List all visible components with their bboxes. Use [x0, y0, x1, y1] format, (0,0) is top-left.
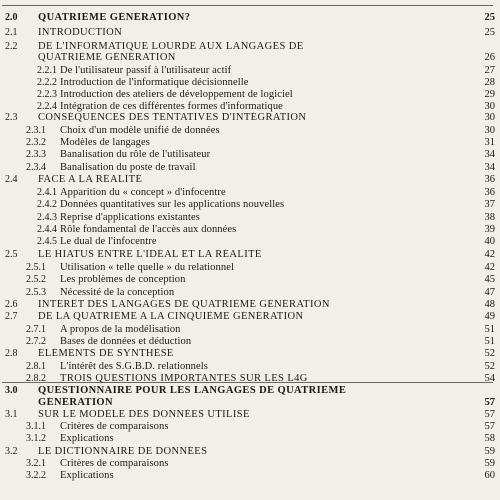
toc-entry-title: QUATRIÈME GÉNÉRATION	[38, 52, 176, 63]
toc-entry	[0, 149, 500, 161]
toc-entry	[0, 89, 500, 101]
toc-entry-page: 59	[484, 446, 495, 457]
toc-entry-page: 59	[484, 458, 495, 469]
toc-entry-number: 3.1.2	[26, 433, 46, 444]
toc-entry-number: 2.2.2	[37, 77, 57, 88]
toc-entry-number: 2.4.5	[37, 236, 57, 247]
toc-entry-page: 54	[484, 373, 495, 384]
toc-entry-page: 40	[484, 236, 495, 247]
toc-entry-page: 30	[484, 101, 495, 112]
toc-entry	[0, 212, 500, 224]
toc-entry	[0, 324, 500, 336]
toc-entry-title: Banalisation du poste de travail	[60, 162, 196, 173]
toc-entry	[0, 187, 500, 199]
toc-entry-page: 39	[484, 224, 495, 235]
toc-entry	[0, 470, 500, 482]
toc-entry-number: 2.7.2	[26, 336, 46, 347]
toc-entry-title: Introduction des ateliers de développement de logiciel	[60, 89, 293, 100]
toc-entry-title: DE LA QUATRIÈME A LA CINQUIÈME GÉNÉRATION	[38, 311, 304, 322]
toc-entry	[0, 336, 500, 348]
toc-entry-page: 26	[484, 52, 495, 63]
toc-entry-number: 2.2	[5, 41, 18, 52]
toc-entry-page: 45	[484, 274, 495, 285]
toc-entry-title: Apparition du « concept » d'infocentre	[60, 187, 226, 198]
toc-entry	[0, 12, 500, 24]
toc-entry-number: 2.7	[5, 311, 18, 322]
toc-entry-number: 2.4.3	[37, 212, 57, 223]
toc-entry-page: 48	[484, 299, 495, 310]
toc-entry	[0, 162, 500, 174]
toc-entry	[0, 287, 500, 299]
toc-entry-number: 2.3	[5, 112, 18, 123]
toc-entry-number: 2.1	[5, 27, 18, 38]
toc-entry-number: 2.5.1	[26, 262, 46, 273]
toc-entry	[0, 137, 500, 149]
toc-entry-title: Critères de comparaisons	[60, 458, 169, 469]
toc-entry-title: LE HIATUS ENTRE L'IDÉAL ET LA RÉALITÉ	[38, 249, 262, 260]
toc-entry-page: 42	[484, 249, 495, 260]
toc-entry-number: 2.0	[5, 12, 18, 23]
toc-entry	[0, 249, 500, 261]
toc-entry-page: 25	[484, 27, 495, 38]
toc-entry-title: Nécessité de la conception	[60, 287, 175, 298]
toc-entry-title: Intégration de ces différentes formes d'informatique	[60, 101, 283, 112]
toc-entry-page: 51	[484, 336, 495, 347]
toc-entry-number: 3.0	[5, 385, 18, 396]
toc-entry-page: 57	[484, 397, 495, 408]
toc-entry	[0, 397, 500, 409]
toc-entry-page: 38	[484, 212, 495, 223]
toc-entry	[0, 52, 500, 64]
toc-entry-title: Le dual de l'infocentre	[60, 236, 157, 247]
toc-entry-title: QUATRIÈME GÉNÉRATION?	[38, 12, 191, 23]
toc-entry-number: 2.4.2	[37, 199, 57, 210]
toc-entry-number: 3.1.1	[26, 421, 46, 432]
toc-entry	[0, 77, 500, 89]
toc-entry	[0, 27, 500, 39]
toc-entry	[0, 174, 500, 186]
toc-entry-page: 31	[484, 137, 495, 148]
toc-entry	[0, 262, 500, 274]
toc-entry-page: 29	[484, 89, 495, 100]
toc-entry-number: 2.8.2	[26, 373, 46, 384]
toc-entry-title: INTÉRÊT DES LANGAGES DE QUATRIÈME GÉNÉRATION	[38, 299, 330, 310]
toc-entry-page: 47	[484, 287, 495, 298]
toc-entry-page: 52	[484, 348, 495, 359]
toc-entry-title: INTRODUCTION	[38, 27, 123, 38]
toc-entry-page: 52	[484, 361, 495, 372]
toc-entry-page: 51	[484, 324, 495, 335]
toc-entry-number: 3.2.1	[26, 458, 46, 469]
toc-entry	[0, 373, 500, 385]
toc-entry	[0, 458, 500, 470]
toc-entry-title: A propos de la modélisation	[60, 324, 181, 335]
toc-entry-title: L'intérêt des S.G.B.D. relationnels	[60, 361, 208, 372]
toc-entry-title: SUR LE MODÈLE DES DONNÉES UTILISÉ	[38, 409, 250, 420]
toc-entry-title: QUESTIONNAIRE POUR LES LANGAGES DE QUATRIÈME	[38, 385, 347, 396]
toc-entry-title: FACE A LA RÉALITÉ	[38, 174, 143, 185]
toc-entry-page: 28	[484, 77, 495, 88]
rule-top	[2, 5, 493, 6]
toc-entry-title: Banalisation du rôle de l'utilisateur	[60, 149, 211, 160]
toc-entry-title: Rôle fondamental de l'accès aux données	[60, 224, 237, 235]
toc-entry-title: CONSÉQUENCES DES TENTATIVES D'INTÉGRATION	[38, 112, 307, 123]
toc-entry-number: 2.5.2	[26, 274, 46, 285]
toc-entry	[0, 299, 500, 311]
toc-entry-title: Explications	[60, 433, 114, 444]
toc-entry-title: De l'utilisateur passif à l'utilisateur actif	[60, 65, 232, 76]
toc-entry-title: GÉNÉRATION	[38, 397, 113, 408]
toc-entry	[0, 199, 500, 211]
toc-entry-title: LE DICTIONNAIRE DE DONNÉES	[38, 446, 208, 457]
toc-entry-number: 3.2	[5, 446, 18, 457]
toc-entry	[0, 224, 500, 236]
toc-entry-title: ÉLÉMENTS DE SYNTHÈSE	[38, 348, 174, 359]
toc-entry-number: 2.6	[5, 299, 18, 310]
toc-entry	[0, 361, 500, 373]
toc-entry	[0, 433, 500, 445]
toc-entry-number: 2.2.3	[37, 89, 57, 100]
toc-entry-number: 2.5.3	[26, 287, 46, 298]
toc-entry-title: Utilisation « telle quelle » du relationnel	[60, 262, 235, 273]
toc-entry	[0, 421, 500, 433]
toc-entry-page: 25	[484, 12, 495, 23]
toc-entry-number: 2.8.1	[26, 361, 46, 372]
toc-entry-number: 3.2.2	[26, 470, 46, 481]
toc-entry-page: 57	[484, 421, 495, 432]
toc-entry-page: 57	[484, 409, 495, 420]
toc-entry-page: 30	[484, 112, 495, 123]
toc-entry-title: Données quantitatives sur les applications nouvelles	[60, 199, 285, 210]
toc-entry	[0, 125, 500, 137]
toc-entry-title: Critères de comparaisons	[60, 421, 169, 432]
toc-entry	[0, 446, 500, 458]
toc-entry-page: 30	[484, 125, 495, 136]
toc-entry-number: 2.3.3	[26, 149, 46, 160]
toc-entry-page: 60	[484, 470, 495, 481]
toc-entry-number: 2.3.4	[26, 162, 46, 173]
toc-entry-page: 34	[484, 149, 495, 160]
toc-entry-number: 2.4.1	[37, 187, 57, 198]
toc-entry	[0, 348, 500, 360]
toc-entry-number: 2.7.1	[26, 324, 46, 335]
toc-entry-page: 27	[484, 65, 495, 76]
toc-entry-title: Choix d'un modèle unifié de données	[60, 125, 220, 136]
toc-entry	[0, 409, 500, 421]
toc-entry-number: 2.3.2	[26, 137, 46, 148]
toc-entry	[0, 385, 500, 397]
toc-entry-title: DE L'INFORMATIQUE LOURDE AUX LANGAGES DE	[38, 41, 304, 52]
toc-entry-title: Bases de données et déduction	[60, 336, 192, 347]
toc-entry-page: 36	[484, 187, 495, 198]
toc-entry	[0, 311, 500, 323]
toc-entry-number: 2.3.1	[26, 125, 46, 136]
toc-entry-page: 58	[484, 433, 495, 444]
toc-entry-number: 2.4.4	[37, 224, 57, 235]
toc-entry	[0, 236, 500, 248]
toc-entry	[0, 112, 500, 124]
toc-entry-number: 2.2.1	[37, 65, 57, 76]
toc-entry-title: Explications	[60, 470, 114, 481]
toc-entry-title: Les problèmes de conception	[60, 274, 186, 285]
toc-entry-title: Modèles de langages	[60, 137, 150, 148]
toc-entry-page: 37	[484, 199, 495, 210]
toc-entry-number: 2.2.4	[37, 101, 57, 112]
toc-entry-number: 2.5	[5, 249, 18, 260]
toc-entry-title: Reprise d'applications existantes	[60, 212, 200, 223]
toc-entry-number: 2.8	[5, 348, 18, 359]
toc-entry-page: 42	[484, 262, 495, 273]
toc-entry-page: 36	[484, 174, 495, 185]
toc-entry	[0, 65, 500, 77]
toc-entry-number: 2.4	[5, 174, 18, 185]
toc-entry-title: Introduction de l'informatique décisionnelle	[60, 77, 249, 88]
toc-entry-number: 3.1	[5, 409, 18, 420]
toc-entry	[0, 274, 500, 286]
toc-entry-title: TROIS QUESTIONS IMPORTANTES SUR LES L4G	[60, 373, 308, 384]
toc-entry-page: 34	[484, 162, 495, 173]
toc-entry-page: 49	[484, 311, 495, 322]
